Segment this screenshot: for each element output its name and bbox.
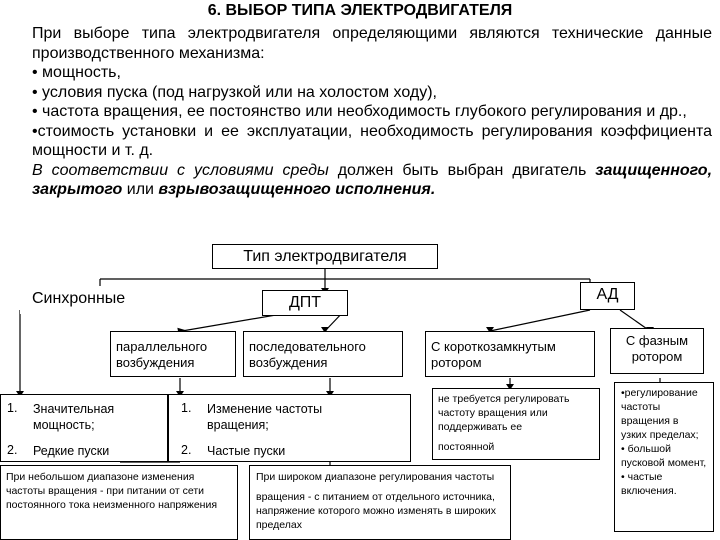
dpt-box: ДПТ <box>262 290 348 316</box>
arrow-ad-squirrel <box>490 310 590 331</box>
squirrel-note-1: не требуется регулировать частоту вращения или поддерживать ее <box>438 393 570 433</box>
serial-note-b: вращения - с питанием от отдельного источника, напряжение которого можно изменять в широких пределах <box>256 491 497 531</box>
parallel-note-box: При небольшом диапазоне изменения частоты вращения - при питании от сети постоянного тока неизменного напряжения <box>0 465 238 540</box>
sync-box: Синхронные <box>20 286 162 314</box>
dpt-item-2-num: 2. <box>181 443 192 457</box>
dpt-list-box <box>168 394 411 462</box>
squirrel-note-2: постоянной <box>438 441 495 453</box>
squirrel-cage-box: С короткозамкнутым ротором <box>425 331 595 377</box>
intro-bullet-cost: •стоимость установки и ее эксплуатации, необходимость регулирования коэффициента мощности и т. д. <box>32 122 712 159</box>
serial-note-a: При широком диапазоне регулирования частоты <box>256 471 495 483</box>
intro-bullet-power: • мощность, <box>32 64 121 81</box>
env-italic: В соответствии с условиями среды <box>32 161 329 179</box>
dpt-item-2: Частые пуски <box>207 444 286 458</box>
ad-box: АД <box>580 282 635 310</box>
serial-note-box <box>249 465 511 540</box>
parallel-excitation-box: параллельного возбуждения <box>110 331 236 377</box>
env-bold2: взрывозащищенного исполнения. <box>158 181 436 198</box>
sync-item-2: Редкие пуски <box>33 444 110 458</box>
serial-excitation-box: последовательного возбуждения <box>243 331 403 377</box>
sync-item-1-num: 1. <box>7 401 18 415</box>
env-bold1: защищенного, закрытого <box>32 161 713 198</box>
phase-rotor-notes: •регулирование частоты вращения в узких пределах; • большой пусковой момент, • частые включения. <box>614 382 714 532</box>
page-title: 6. ВЫБОР ТИПА ЭЛЕКТРОДВИГАТЕЛЯ <box>207 2 513 19</box>
squirrel-note-box <box>432 388 600 460</box>
intro-bullet-speed: • частота вращения, ее постоянство или необходимость глубокого регулирования и др., <box>32 103 687 120</box>
dpt-item-1-num: 1. <box>181 401 192 415</box>
env-rest: должен быть выбран двигатель <box>328 161 596 179</box>
root-type-box: Тип электродвигателя <box>212 244 438 269</box>
dpt-item-1: Изменение частоты вращения; <box>207 402 323 432</box>
sync-item-1: Значительная мощность; <box>33 402 115 432</box>
phase-rotor-box: С фазным ротором <box>610 328 704 374</box>
intro-line1: При выборе типа электродвигателя определяющими являются технические данные производственного механизма: <box>32 25 712 62</box>
sync-list-box <box>0 394 168 462</box>
env-or: или <box>122 181 159 198</box>
sync-item-2-num: 2. <box>7 443 18 457</box>
intro-bullet-start: • условия пуска (под нагрузкой или на холостом ходу), <box>32 83 437 101</box>
